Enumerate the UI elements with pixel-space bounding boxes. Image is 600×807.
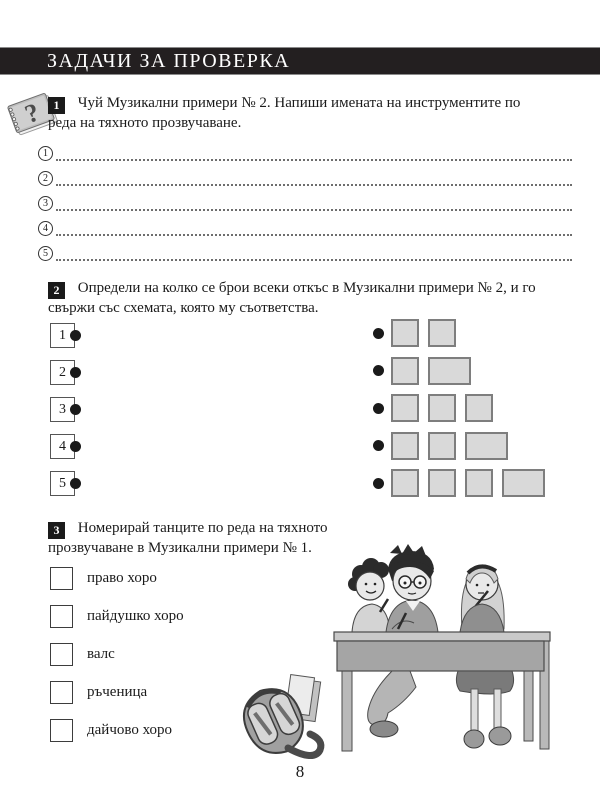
dance-label: дайчово хоро: [87, 722, 173, 738]
beat-short: [428, 394, 456, 422]
task-3-dance-list: [50, 567, 184, 757]
dance-label: пайдушко хоро: [87, 608, 184, 624]
answer-blank[interactable]: [56, 248, 572, 261]
connector-dot[interactable]: [373, 440, 384, 451]
beat-short: [391, 469, 419, 497]
dance-item: [50, 567, 184, 590]
dance-label: право хоро: [87, 570, 157, 586]
beat-schema: [391, 357, 480, 385]
task-2-excerpt-list: [50, 323, 75, 508]
girl-legs: [456, 671, 513, 748]
task-2-number-badge: 2: [48, 282, 65, 299]
answer-blank[interactable]: [56, 198, 572, 211]
beat-short: [465, 469, 493, 497]
line-number-circle: 2: [38, 171, 53, 186]
line-number-circle: 4: [38, 221, 53, 236]
excerpt-item: [50, 471, 75, 496]
dance-checkbox[interactable]: [50, 719, 73, 742]
excerpt-item: [50, 434, 75, 459]
connector-dot[interactable]: [373, 365, 384, 376]
task-1: [48, 94, 526, 133]
schema-row: [373, 469, 554, 497]
task-2-instructions: Определи на колко се брои всеки откъс в Музикални примери № 2, и го свържи със схемата, която му съответства.: [48, 280, 536, 317]
boy-legs: [368, 671, 416, 737]
page-title: ЗАДАЧИ ЗА ПРОВЕРКА: [47, 49, 291, 72]
excerpt-number-box[interactable]: 5: [50, 471, 75, 496]
beat-long: [502, 469, 545, 497]
beat-schema: [391, 394, 502, 422]
task-3-number-badge: 3: [48, 522, 65, 539]
page-header: [0, 47, 600, 75]
task-1-instructions: Чуй Музикални примери № 2. Напиши имената на инструментите по реда на тяхното прозвучаване.: [48, 95, 521, 132]
task-2-schema-list: [373, 319, 554, 507]
excerpt-item: [50, 323, 75, 348]
dance-label: ръченица: [87, 684, 148, 700]
schema-row: [373, 432, 554, 460]
task-2: [48, 279, 562, 318]
answer-line: [38, 171, 572, 186]
dance-item: [50, 719, 184, 742]
dance-item: [50, 605, 184, 628]
dance-item: [50, 643, 184, 666]
connector-dot[interactable]: [70, 478, 81, 489]
beat-short: [391, 432, 419, 460]
beat-short: [465, 394, 493, 422]
dance-item: [50, 681, 184, 704]
page-number: 8: [295, 762, 305, 781]
connector-dot[interactable]: [70, 367, 81, 378]
dance-checkbox[interactable]: [50, 643, 73, 666]
children-at-desk-illustration: [328, 529, 556, 761]
answer-blank[interactable]: [56, 223, 572, 236]
schema-row: [373, 394, 554, 422]
task-1-number-badge: 1: [48, 97, 65, 114]
task-1-answer-lines: [38, 146, 572, 271]
line-number-circle: 5: [38, 246, 53, 261]
dance-checkbox[interactable]: [50, 681, 73, 704]
line-number-circle: 1: [38, 146, 53, 161]
task-3-instructions: Номерирай танците по реда на тяхното прозвучаване в Музикални примери № 1.: [48, 520, 328, 557]
schema-row: [373, 357, 554, 385]
dance-checkbox[interactable]: [50, 605, 73, 628]
beat-long: [465, 432, 508, 460]
dance-label: валс: [87, 646, 115, 662]
answer-blank[interactable]: [56, 173, 572, 186]
excerpt-number-box[interactable]: 3: [50, 397, 75, 422]
connector-dot[interactable]: [373, 328, 384, 339]
beat-schema: [391, 469, 554, 497]
beat-short: [428, 469, 456, 497]
boy-curly-hair: [348, 558, 390, 632]
connector-dot[interactable]: [373, 403, 384, 414]
girl-long-hair: [460, 565, 504, 632]
svg-text:?: ?: [21, 97, 44, 129]
beat-long: [428, 357, 471, 385]
excerpt-number-box[interactable]: 4: [50, 434, 75, 459]
task-3: [48, 519, 350, 558]
dance-checkbox[interactable]: [50, 567, 73, 590]
beat-schema: [391, 319, 465, 347]
beat-short: [391, 357, 419, 385]
answer-line: [38, 196, 572, 211]
desk: [334, 632, 550, 751]
connector-dot[interactable]: [70, 441, 81, 452]
boy-glasses: [386, 544, 438, 632]
beat-schema: [391, 432, 517, 460]
excerpt-number-box[interactable]: 1: [50, 323, 75, 348]
beat-short: [391, 319, 419, 347]
answer-line: [38, 146, 572, 161]
answer-blank[interactable]: [56, 148, 572, 161]
excerpt-item: [50, 360, 75, 385]
beat-short: [428, 432, 456, 460]
excerpt-number-box[interactable]: 2: [50, 360, 75, 385]
line-number-circle: 3: [38, 196, 53, 211]
connector-dot[interactable]: [70, 404, 81, 415]
answer-line: [38, 246, 572, 261]
excerpt-item: [50, 397, 75, 422]
beat-short: [428, 319, 456, 347]
beat-short: [391, 394, 419, 422]
schema-row: [373, 319, 554, 347]
answer-line: [38, 221, 572, 236]
connector-dot[interactable]: [70, 330, 81, 341]
connector-dot[interactable]: [373, 478, 384, 489]
